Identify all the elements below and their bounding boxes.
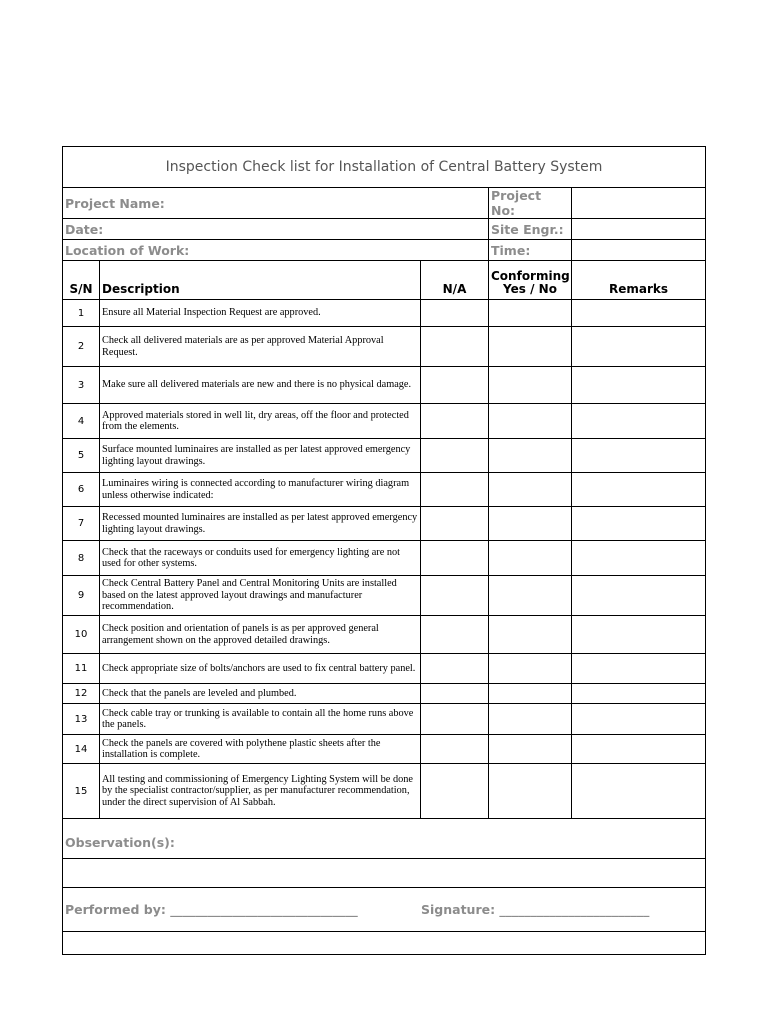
row-conforming-cell[interactable]	[489, 654, 572, 684]
table-row	[63, 541, 706, 576]
form-title: Inspection Check list for Installation of Central Battery System	[63, 147, 706, 188]
observations-label: Observation(s):	[63, 819, 706, 859]
row-description: Check the panels are covered with polythene plastic sheets after the installation is complete.	[100, 735, 421, 764]
signature-row	[63, 888, 706, 932]
row-description: Check that the panels are leveled and plumbed.	[100, 684, 421, 704]
row-description: Surface mounted luminaires are installed as per latest approved emergency lighting layout drawings.	[100, 439, 421, 473]
row-description: Ensure all Material Inspection Request are approved.	[100, 300, 421, 327]
row-description: Make sure all delivered materials are new and there is no physical damage.	[100, 367, 421, 404]
header-remarks: Remarks	[572, 261, 706, 300]
row-remarks-cell[interactable]	[572, 654, 706, 684]
row-sn: 3	[63, 367, 100, 404]
row-remarks-cell[interactable]	[572, 473, 706, 507]
row-description: Recessed mounted luminaires are installed as per latest approved emergency lighting layout drawings.	[100, 507, 421, 541]
row-sn: 4	[63, 404, 100, 439]
bottom-blank-row	[63, 932, 706, 955]
row-description: Check that the raceways or conduits used for emergency lighting are not used for other systems.	[100, 541, 421, 576]
table-row	[63, 576, 706, 616]
row-sn: 13	[63, 704, 100, 735]
row-sn: 1	[63, 300, 100, 327]
row-sn: 7	[63, 507, 100, 541]
checklist-table	[62, 146, 706, 955]
row-conforming-cell[interactable]	[489, 704, 572, 735]
table-row	[63, 473, 706, 507]
observations-field[interactable]	[63, 859, 706, 888]
row-conforming-cell[interactable]	[489, 327, 572, 367]
table-row	[63, 684, 706, 704]
table-row	[63, 616, 706, 654]
project-name-label: Project Name:	[63, 188, 489, 219]
row-na-cell[interactable]	[421, 367, 489, 404]
row-description: Luminaires wiring is connected according to manufacturer wiring diagram unless otherwise indicated:	[100, 473, 421, 507]
table-row	[63, 367, 706, 404]
time-field[interactable]	[572, 240, 706, 261]
row-description: All testing and commissioning of Emergency Lighting System will be done by the specialist contractor/supplier, as per manufacturer recommendation, under the direct supervision of Al Sabbah.	[100, 764, 421, 819]
row-description: Approved materials stored in well lit, dry areas, off the floor and protected from the elements.	[100, 404, 421, 439]
row-sn: 5	[63, 439, 100, 473]
row-sn: 10	[63, 616, 100, 654]
table-row	[63, 704, 706, 735]
row-description: Check position and orientation of panels is as per approved general arrangement shown on the approved detailed drawings.	[100, 616, 421, 654]
performed-by-label: Performed by: ______________________________	[65, 902, 358, 917]
row-conforming-cell[interactable]	[489, 473, 572, 507]
row-conforming-cell[interactable]	[489, 404, 572, 439]
row-sn: 11	[63, 654, 100, 684]
header-conforming	[489, 261, 572, 300]
row-sn: 12	[63, 684, 100, 704]
row-sn: 2	[63, 327, 100, 367]
site-engr-field[interactable]	[572, 219, 706, 240]
row-conforming-cell[interactable]	[489, 367, 572, 404]
row-na-cell[interactable]	[421, 654, 489, 684]
row-conforming-cell[interactable]	[489, 541, 572, 576]
row-description: Check cable tray or trunking is available to contain all the home runs above the panels.	[100, 704, 421, 735]
row-na-cell[interactable]	[421, 404, 489, 439]
table-row	[63, 764, 706, 819]
row-remarks-cell[interactable]	[572, 576, 706, 616]
row-description: Check all delivered materials are as per approved Material Approval Request.	[100, 327, 421, 367]
header-conforming-line1: Conforming	[491, 269, 570, 283]
row-conforming-cell[interactable]	[489, 616, 572, 654]
table-row	[63, 654, 706, 684]
row-description: Check Central Battery Panel and Central Monitoring Units are installed based on the latest approved layout drawings and manufacturer recommendation.	[100, 576, 421, 616]
row-remarks-cell[interactable]	[572, 507, 706, 541]
row-remarks-cell[interactable]	[572, 404, 706, 439]
row-na-cell[interactable]	[421, 439, 489, 473]
row-remarks-cell[interactable]	[572, 439, 706, 473]
row-remarks-cell[interactable]	[572, 735, 706, 764]
row-na-cell[interactable]	[421, 300, 489, 327]
header-sn: S/N	[63, 261, 100, 300]
row-conforming-cell[interactable]	[489, 735, 572, 764]
header-description: Description	[100, 261, 421, 300]
row-conforming-cell[interactable]	[489, 507, 572, 541]
row-conforming-cell[interactable]	[489, 300, 572, 327]
table-row	[63, 735, 706, 764]
row-na-cell[interactable]	[421, 473, 489, 507]
table-row	[63, 300, 706, 327]
row-na-cell[interactable]	[421, 507, 489, 541]
row-remarks-cell[interactable]	[572, 764, 706, 819]
row-na-cell[interactable]	[421, 764, 489, 819]
project-no-label: Project No:	[489, 188, 572, 219]
row-remarks-cell[interactable]	[572, 704, 706, 735]
inspection-checklist	[62, 146, 705, 955]
row-remarks-cell[interactable]	[572, 616, 706, 654]
table-row	[63, 404, 706, 439]
row-na-cell[interactable]	[421, 704, 489, 735]
time-label: Time:	[489, 240, 572, 261]
row-sn: 15	[63, 764, 100, 819]
table-row	[63, 327, 706, 367]
row-conforming-cell[interactable]	[489, 764, 572, 819]
row-na-cell[interactable]	[421, 541, 489, 576]
row-na-cell[interactable]	[421, 616, 489, 654]
header-conforming-line2: Yes / No	[503, 282, 557, 296]
row-sn: 9	[63, 576, 100, 616]
row-na-cell[interactable]	[421, 576, 489, 616]
site-engr-label: Site Engr.:	[489, 219, 572, 240]
row-conforming-cell[interactable]	[489, 684, 572, 704]
signature-label: Signature: ________________________	[421, 902, 650, 917]
row-remarks-cell[interactable]	[572, 367, 706, 404]
table-row	[63, 507, 706, 541]
location-label: Location of Work:	[63, 240, 489, 261]
project-no-field[interactable]	[572, 188, 706, 219]
row-conforming-cell[interactable]	[489, 576, 572, 616]
row-conforming-cell[interactable]	[489, 439, 572, 473]
row-remarks-cell[interactable]	[572, 300, 706, 327]
row-remarks-cell[interactable]	[572, 541, 706, 576]
row-sn: 14	[63, 735, 100, 764]
table-row	[63, 439, 706, 473]
row-na-cell[interactable]	[421, 735, 489, 764]
row-remarks-cell[interactable]	[572, 327, 706, 367]
row-na-cell[interactable]	[421, 684, 489, 704]
row-remarks-cell[interactable]	[572, 684, 706, 704]
row-sn: 8	[63, 541, 100, 576]
header-na: N/A	[421, 261, 489, 300]
row-na-cell[interactable]	[421, 327, 489, 367]
row-sn: 6	[63, 473, 100, 507]
row-description: Check appropriate size of bolts/anchors are used to fix central battery panel.	[100, 654, 421, 684]
date-label: Date:	[63, 219, 489, 240]
